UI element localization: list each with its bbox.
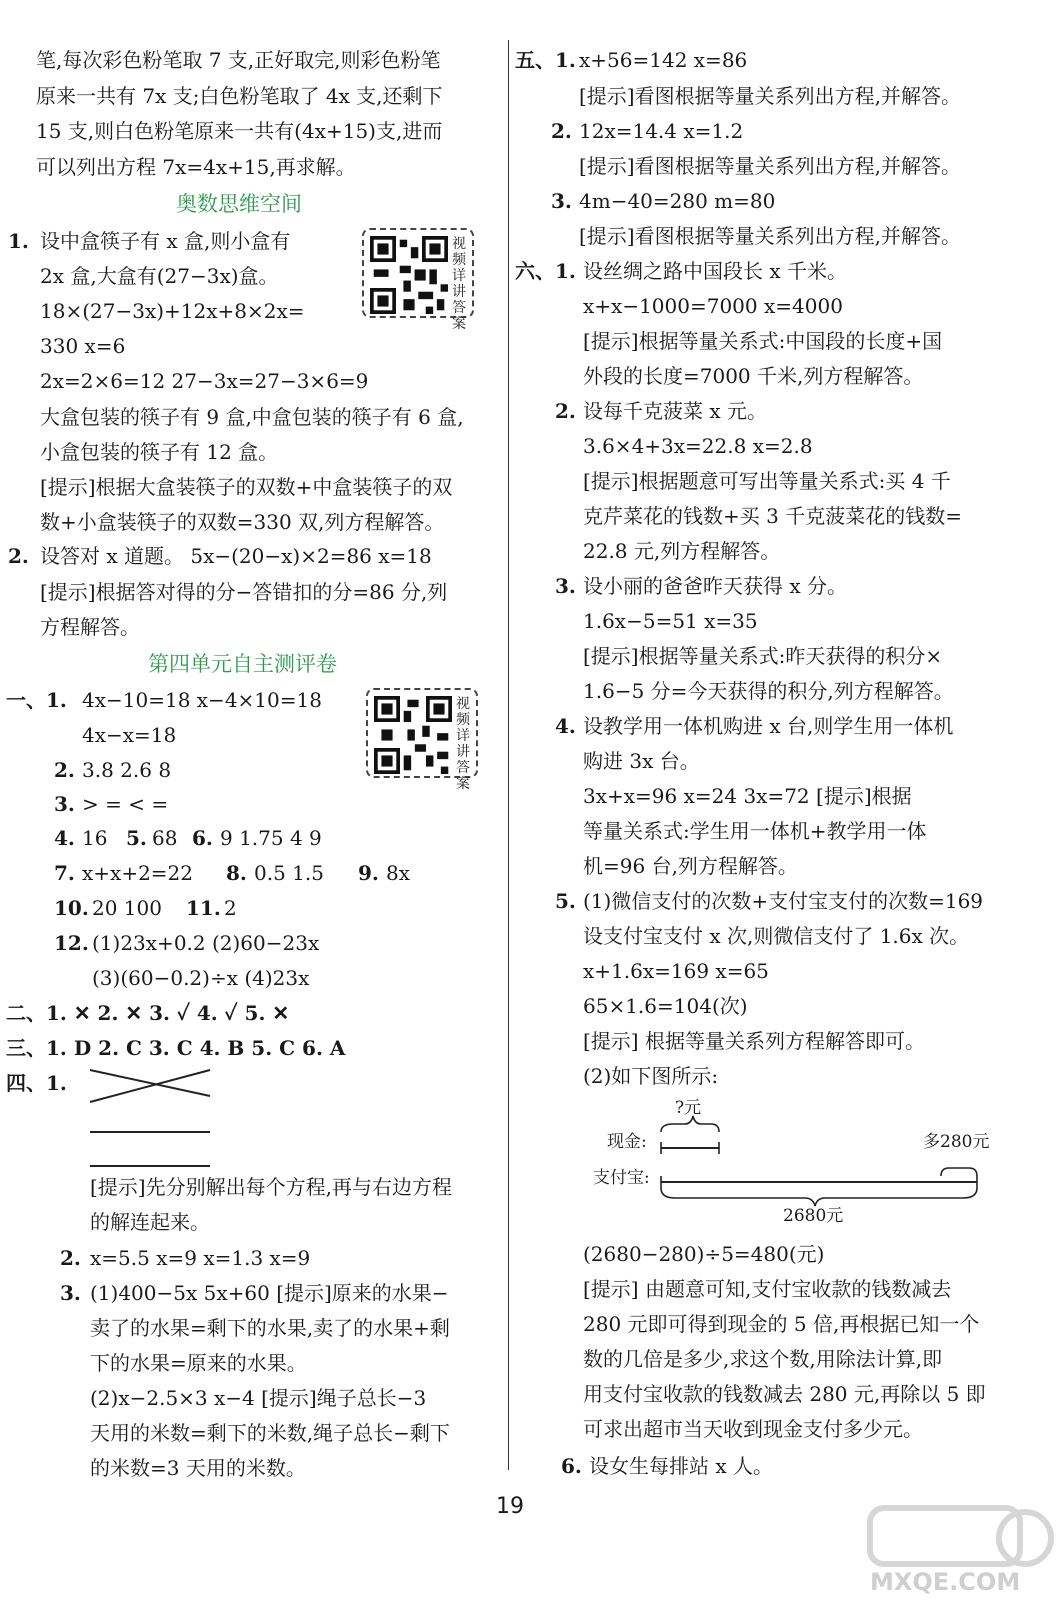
text-line: 65×1.6=104(次): [583, 994, 748, 1018]
question-number: 5.: [555, 889, 576, 913]
question-number: 2.: [60, 1246, 81, 1270]
text-line: 3.8 2.6 8: [82, 758, 172, 782]
question-number: 2.: [551, 119, 572, 143]
text-line: 4x−x=18: [82, 723, 177, 747]
text-line: 设中盒筷子有 x 盒,则小盒有: [40, 229, 291, 253]
question-number: 1.: [8, 229, 29, 253]
text-line: 设小丽的爸爸昨天获得 x 分。: [583, 574, 847, 598]
text-line: 设支付宝支付 x 次,则微信支付了 1.6x 次。: [583, 924, 970, 948]
qr-code[interactable]: [366, 688, 478, 792]
qr-caption: 视频详讲答案: [456, 696, 470, 792]
question-number: 3.: [60, 1281, 81, 1305]
top-brace: [661, 1116, 719, 1132]
extra-amount-label: 多280元: [923, 1132, 990, 1152]
qr-code-icon: [370, 236, 448, 314]
question-number: 4.: [54, 826, 75, 850]
question-number: 3.: [551, 189, 572, 213]
text-line: 天用的米数=剩下的米数,绳子总长−剩下: [90, 1421, 450, 1445]
hint-line: 可求出超市当天收到现金支付多少元。: [583, 1417, 923, 1441]
question-number: 12.: [54, 931, 89, 955]
question-number: 五、1.: [515, 48, 576, 72]
text-line: 原来一共有 7x 支;白色粉笔取了 4x 支,还剩下: [36, 84, 443, 108]
hint-line: 280 元即可得到现金的 5 倍,再根据已知一个: [583, 1312, 980, 1336]
hint-line: 方程解答。: [40, 615, 140, 639]
text-line: 的米数=3 天用的米数。: [90, 1456, 306, 1480]
hint-line: [提示]根据答对得的分−答错扣的分=86 分,列: [40, 580, 448, 604]
question-number: 2.: [555, 399, 576, 423]
text-line: x+1.6x=169 x=65: [583, 959, 769, 983]
matching-lines-diagram: [86, 1062, 216, 1172]
hint-line: [提示] 根据等量关系列方程解答即可。: [583, 1029, 925, 1053]
hint-line: 用支付宝收款的钱数减去 280 元,再除以 5 即: [583, 1382, 986, 1406]
hint-line: [提示]根据大盒装筷子的双数+中盒装筷子的双: [40, 475, 453, 499]
unknown-amount-label: ?元: [675, 1098, 702, 1118]
text-line: (1)23x+0.2 (2)60−23x: [92, 931, 320, 955]
text-line: (1)400−5x 5x+60 [提示]原来的水果−: [90, 1281, 449, 1305]
hint-line: 1.6−5 分=今天获得的积分,列方程解答。: [583, 679, 954, 703]
text-line: 三、1. D 2. C 3. C 4. B 5. C 6. A: [6, 1036, 346, 1060]
watermark-logo: [860, 1500, 1060, 1600]
qr-caption: 视频详讲答案: [452, 236, 466, 332]
text-line: 16: [82, 826, 108, 850]
text-line: > = < =: [82, 792, 169, 816]
hint-line: 克芹菜花的钱数+买 3 千克菠菜花的钱数=: [583, 504, 962, 528]
question-number: 9.: [358, 861, 379, 885]
text-line: 3.6×4+3x=22.8 x=2.8: [583, 434, 813, 458]
bottom-brace: [661, 1188, 977, 1206]
question-number: 6.: [192, 826, 213, 850]
question-number: 3.: [555, 574, 576, 598]
text-line: (2680−280)÷5=480(元): [583, 1242, 825, 1266]
qr-code[interactable]: [362, 228, 474, 332]
text-line: 2x=2×6=12 27−3x=27−3×6=9: [40, 369, 369, 393]
text-line: 设女生每排站 x 人。: [589, 1454, 773, 1478]
text-line: (2)如下图所示:: [583, 1064, 719, 1088]
text-line: 大盒包装的筷子有 9 盒,中盒包装的筷子有 6 盒,: [40, 405, 464, 429]
text-line: 设答对 x 道题。 5x−(20−x)×2=86 x=18: [40, 544, 432, 568]
hint-line: 机=96 台,列方程解答。: [583, 854, 798, 878]
text-line: 4m−40=280 m=80: [579, 189, 776, 213]
text-line: 设每千克菠菜 x 元。: [583, 399, 767, 423]
segment-lines: [583, 1096, 1003, 1236]
qr-code-icon: [374, 696, 452, 774]
hint-line: [提示]根据等量关系式:中国段的长度+国: [583, 329, 943, 353]
hint-line: [提示]根据等量关系式:昨天获得的积分×: [583, 644, 943, 668]
question-number: 5.: [126, 826, 147, 850]
question-number: 11.: [186, 896, 221, 920]
question-number: 2.: [54, 758, 75, 782]
text-line: 18×(27−3x)+12x+8×2x=: [40, 299, 305, 323]
text-line: x+x+2=22: [82, 861, 194, 885]
column-divider: [508, 40, 509, 1470]
hint-line: [提示]根据题意可写出等量关系式:买 4 千: [583, 469, 951, 493]
hint-line: [提示]先分别解出每个方程,再与右边方程: [90, 1175, 452, 1199]
text-line: 小盒包装的筷子有 12 盒。: [40, 440, 279, 464]
hint-line: 的解连起来。: [90, 1210, 210, 1234]
text-line: 1.6x−5=51 x=35: [583, 609, 758, 633]
cash-label: 现金:: [607, 1132, 647, 1152]
question-number: 4.: [555, 714, 576, 738]
line-segment-diagram: [583, 1096, 1003, 1236]
question-number: 6.: [561, 1454, 582, 1478]
text-line: 0.5 1.5: [254, 861, 324, 885]
text-line: 2x 盒,大盒有(27−3x)盒。: [40, 264, 279, 288]
extra-brace: [941, 1168, 977, 1176]
text-line: 二、1. ✕ 2. ✕ 3. ✓ 4. ✓ 5. ✕: [6, 1001, 290, 1025]
text-line: 8x: [386, 861, 411, 885]
question-number: 10.: [54, 896, 89, 920]
hint-line: 22.8 元,列方程解答。: [583, 539, 781, 563]
section-heading: 第四单元自主测评卷: [148, 652, 337, 676]
hint-line: 外段的长度=7000 千米,列方程解答。: [583, 364, 924, 388]
text-line: x=5.5 x=9 x=1.3 x=9: [90, 1246, 311, 1270]
text-line: x+x−1000=7000 x=4000: [583, 294, 843, 318]
text-line: 笔,每次彩色粉笔取 7 支,正好取完,则彩色粉笔: [36, 48, 441, 72]
question-number: 一、1.: [6, 688, 67, 712]
text-line: 68: [152, 826, 178, 850]
question-number: 四、1.: [6, 1071, 67, 1095]
text-line: x+56=142 x=86: [579, 48, 748, 72]
hint-line: [提示] 由题意可知,支付宝收款的钱数减去: [583, 1277, 952, 1301]
matching-line: [90, 1102, 210, 1132]
question-number: 六、1.: [515, 259, 576, 283]
hint-line: [提示]看图根据等量关系列出方程,并解答。: [579, 84, 961, 108]
section-heading: 奥数思维空间: [176, 192, 302, 216]
alipay-label: 支付宝:: [593, 1168, 650, 1188]
hint-line: [提示]看图根据等量关系列出方程,并解答。: [579, 154, 961, 178]
text-line: 3x+x=96 x=24 3x=72 [提示]根据: [583, 784, 912, 808]
text-line: 9 1.75 4 9: [220, 826, 322, 850]
text-line: 卖了的水果=剩下的水果,卖了的水果+剩: [90, 1316, 450, 1340]
text-line: 可以列出方程 7x=4x+15,再求解。: [36, 155, 356, 179]
text-line: 下的水果=原来的水果。: [90, 1351, 307, 1375]
page-number: 19: [496, 1494, 524, 1519]
hint-line: 数的几倍是多少,求这个数,用除法计算,即: [583, 1347, 943, 1371]
watermark-text: MXQE.COM: [870, 1568, 1021, 1596]
text-line: 15 支,则白色粉笔原来一共有(4x+15)支,进而: [36, 119, 443, 143]
question-number: 3.: [54, 792, 75, 816]
question-number: 7.: [54, 861, 75, 885]
text-line: 设教学用一体机购进 x 台,则学生用一体机: [583, 714, 954, 738]
question-number: 2.: [8, 544, 29, 568]
hint-line: [提示]看图根据等量关系列出方程,并解答。: [579, 224, 961, 248]
text-line: 20 100: [92, 896, 162, 920]
text-line: 4x−10=18 x−4×10=18: [82, 688, 322, 712]
text-line: 购进 3x 台。: [583, 749, 700, 773]
hint-line: 等量关系式:学生用一体机+教学用一体: [583, 819, 927, 843]
text-line: 12x=14.4 x=1.2: [579, 119, 744, 143]
total-amount-label: 2680元: [783, 1206, 844, 1226]
text-line: (3)(60−0.2)÷x (4)23x: [92, 966, 310, 990]
text-line: 设丝绸之路中国段长 x 千米。: [583, 259, 847, 283]
text-line: (1)微信支付的次数+支付宝支付的次数=169: [583, 889, 984, 913]
hint-line: 数+小盒装筷子的双数=330 双,列方程解答。: [40, 510, 445, 534]
text-line: (2)x−2.5×3 x−4 [提示]绳子总长−3: [90, 1386, 427, 1410]
text-line: 330 x=6: [40, 334, 126, 358]
question-number: 8.: [226, 861, 247, 885]
text-line: 2: [224, 896, 237, 920]
